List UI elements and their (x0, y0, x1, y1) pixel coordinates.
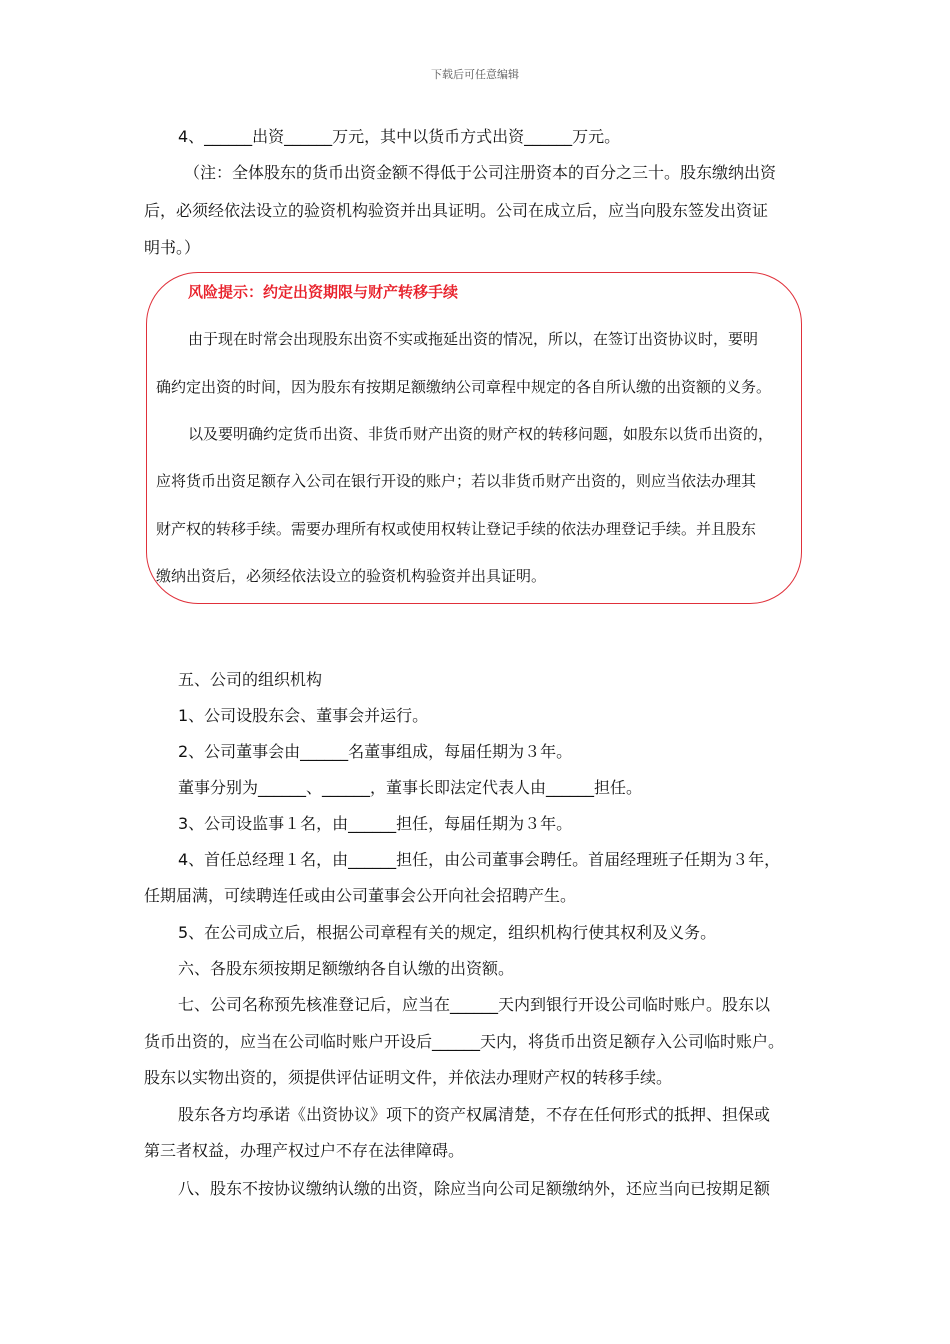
note-line-1: （注：全体股东的货币出资金额不得低于公司注册资本的百分之三十。股东缴纳出资 (184, 163, 777, 182)
note-line-2: 后，必须经依法设立的验资机构验资并出具证明。公司在成立后，应当向股东签发出资证 (144, 201, 769, 220)
risk-line-3: 以及要明确约定货币出资、非货币财产出资的财产权的转移问题，如股东以货币出资的， (188, 425, 774, 443)
section-5-item-4-cont: 任期届满，可续聘连任或由公司董事会公开向社会招聘产生。 (144, 886, 577, 905)
section-5-item-2: 2、公司董事会由______名董事组成，每届任期为３年。 (178, 742, 573, 761)
section-5-item-5: 5、在公司成立后，根据公司章程有关的规定，组织机构行使其权利及义务。 (178, 923, 717, 942)
risk-line-5: 财产权的转移手续。需要办理所有权或使用权转让登记手续的依法办理登记手续。并且股东 (156, 520, 757, 538)
section-7-line-5: 第三者权益，办理产权过户不存在法律障碍。 (144, 1141, 465, 1160)
section-6: 六、各股东须按期足额缴纳各自认缴的出资额。 (178, 959, 515, 978)
risk-warning-title: 风险提示：约定出资期限与财产转移手续 (188, 283, 459, 301)
risk-line-4: 应将货币出资足额存入公司在银行开设的账户；若以非货币财产出资的，则应当依法办理其 (156, 472, 757, 490)
section-7-line-3: 股东以实物出资的，须提供评估证明文件，并依法办理财产权的转移手续。 (144, 1068, 673, 1087)
section-5-item-2-directors: 董事分别为______、______，董事长即法定代表人由______担任。 (178, 778, 643, 797)
note-line-3: 明书。） (144, 238, 201, 257)
risk-line-1: 由于现在时常会出现股东出资不实或拖延出资的情况，所以，在签订出资协议时，要明 (188, 330, 759, 348)
section-7-line-4: 股东各方均承诺《出资协议》项下的资产权属清楚，不存在任何形式的抵押、担保或 (178, 1105, 771, 1124)
section-5-title: 五、公司的组织机构 (178, 670, 323, 689)
section-5-item-1: 1、公司设股东会、董事会并运行。 (178, 706, 429, 725)
page-header: 下载后可任意编辑 (431, 68, 519, 81)
risk-line-6: 缴纳出资后，必须经依法设立的验资机构验资并出具证明。 (156, 567, 547, 585)
section-8-line-1: 八、股东不按协议缴纳认缴的出资，除应当向公司足额缴纳外，还应当向已按期足额 (178, 1179, 771, 1198)
section-7-line-2: 货币出资的，应当在公司临时账户开设后______天内，将货币出资足额存入公司临时账户。 (144, 1032, 785, 1051)
section-5-item-3: 3、公司设监事１名，由______担任，每届任期为３年。 (178, 814, 573, 833)
risk-line-2: 确约定出资的时间，因为股东有按期足额缴纳公司章程中规定的各自所认缴的出资额的义务。 (156, 378, 772, 396)
contribution-line-4: 4、______出资______万元，其中以货币方式出资______万元。 (178, 127, 621, 146)
section-7-line-1: 七、公司名称预先核准登记后，应当在______天内到银行开设公司临时账户。股东以 (178, 995, 771, 1014)
section-5-item-4: 4、首任总经理１名，由______担任，由公司董事会聘任。首届经理班子任期为３年， (178, 850, 781, 869)
